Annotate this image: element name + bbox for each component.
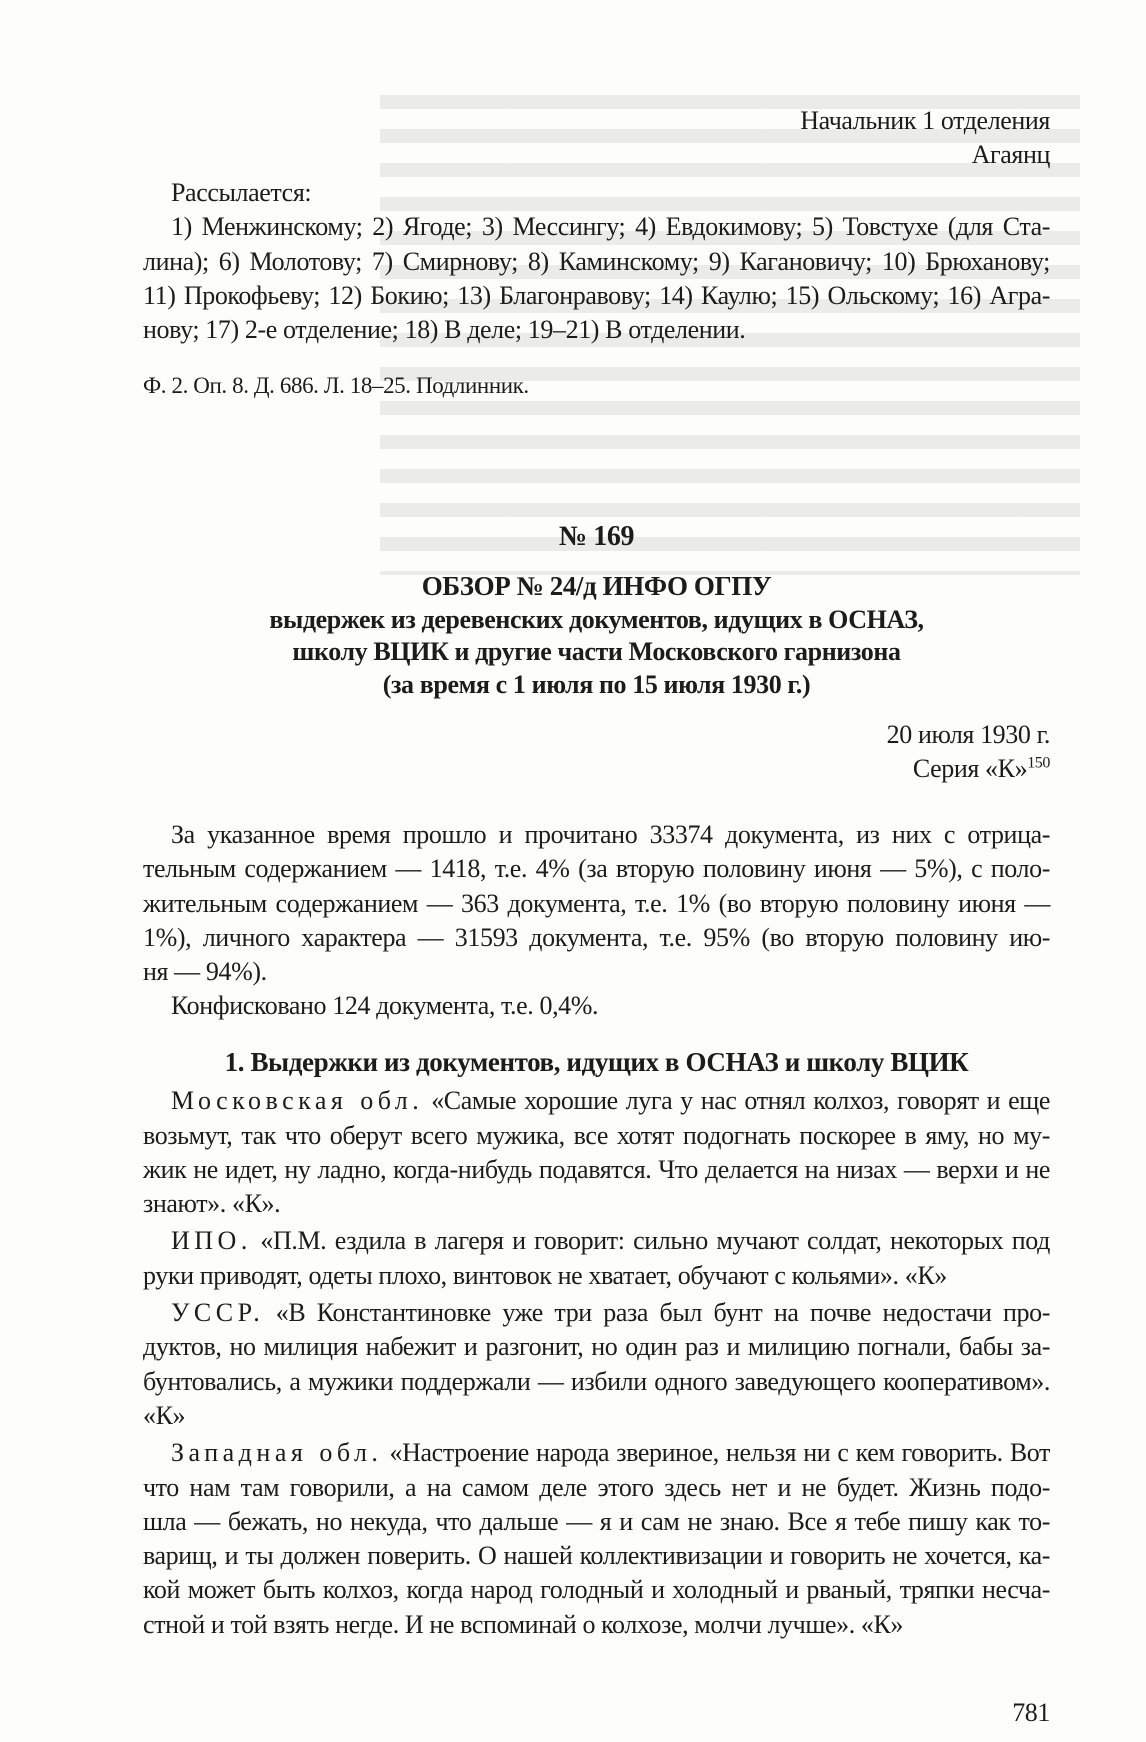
signature-block (143, 104, 1050, 173)
intro-line: ня — 94%). (143, 957, 267, 987)
entry-western (143, 1436, 1050, 1642)
region-label: Московская обл. (171, 1086, 424, 1116)
region-label: ИПО. (171, 1226, 252, 1256)
region-label: Западная обл. (171, 1438, 383, 1468)
entry-line: руки приводят, одеты плохо, винтовок не хватает, обучают с кольями». «К» (143, 1260, 947, 1290)
document-subtitle: (за время с 1 июля по 15 июля 1930 г.) (382, 669, 811, 699)
section-1 (143, 1045, 1050, 1642)
entry-line: шла — бежать, но некуда, что дальше — я и сам не знаю. Все я тебе пишу как то- (143, 1506, 1050, 1536)
entry-line: бунтовались, а мужики поддержали — избили одного заведующего кооперативом». (143, 1366, 1050, 1396)
archive-ref-text: Ф. 2. Оп. 8. Д. 686. Л. 18–25. Подлинник. (143, 373, 529, 398)
distribution-line: нову; 17) 2-е отделение; 18) В деле; 19–21) В отделении. (143, 315, 746, 345)
entry-first-line (143, 1296, 1050, 1330)
intro-paragraph (143, 818, 1050, 1024)
document-date-block (143, 718, 1050, 787)
page-number: 781 (1012, 1698, 1050, 1727)
distribution-line: 11) Прокофьеву; 12) Бокию; 13) Благонравову; 14) Каулю; 15) Ольскому; 16) Агра- (143, 280, 1050, 310)
entry-line: варищ, и ты должен поверить. О нашей коллективизации и говорить не хочется, ка- (143, 1541, 1050, 1571)
entry-text: «Настроение народа звериное, нельзя ни с кем говорить. Вот (382, 1438, 1051, 1468)
entry-line: «К» (143, 1400, 186, 1430)
distribution-line: 1) Менжинскому; 2) Ягоде; 3) Мессингу; 4) Евдокимову; 5) Товстухе (для Ста- (171, 212, 1050, 242)
signature-name: Агаянц (971, 140, 1050, 170)
entry-text: «В Константиновке уже три раза был бунт на почве недостачи про- (264, 1298, 1050, 1328)
document-subtitle: школу ВЦИК и другие части Московского гарнизона (292, 637, 901, 667)
document-series (143, 752, 1050, 786)
archive-reference (143, 369, 1050, 403)
entry-first-line (143, 1224, 1050, 1258)
intro-line: За указанное время прошло и прочитано 33374 документа, из них с отрица- (171, 820, 1050, 849)
signature-title: Начальник 1 отделения (800, 106, 1050, 135)
intro-line: 1%), личного характера — 31593 документа, т.е. 95% (во вторую половину ию- (143, 922, 1050, 952)
confiscated-line: Конфисковано 124 документа, т.е. 0,4%. (171, 991, 599, 1021)
entry-line: стной и той взять негде. И не вспоминай о колхозе, молчи лучше». «К» (143, 1609, 904, 1639)
entry-line: жик не идет, ну ладно, когда-нибудь подавятся. Что делается на низах — верхи и не (143, 1154, 1050, 1184)
document-header (143, 520, 1050, 701)
page-footer (143, 1696, 1050, 1730)
entry-first-line (143, 1436, 1050, 1470)
document-date: 20 июля 1930 г. (886, 720, 1050, 749)
series-text: Серия «К» (912, 754, 1028, 784)
document-number: № 169 (558, 521, 635, 552)
entry-first-line (143, 1084, 1050, 1118)
intro-line: тельным содержанием — 1418, т.е. 4% (за вторую половину июня — 5%), с поло- (143, 854, 1050, 884)
document-title: ОБЗОР № 24/д ИНФО ОГПУ (421, 571, 772, 602)
entry-line: что нам там говорили, а на самом деле этого здесь нет и не будет. Жизнь подо- (143, 1472, 1050, 1502)
section-heading: 1. Выдержки из документов, идущих в ОСНАЗ и школу ВЦИК (224, 1047, 969, 1077)
entry-line: знают». «К». (143, 1189, 281, 1219)
entry-text: «П.М. ездила в лагеря и говорит: сильно мучают солдат, некоторых под (251, 1226, 1050, 1256)
distribution-block (143, 176, 1050, 347)
entry-line: кой может быть колхоз, когда народ голодный и холодный и рваный, тряпки несча- (143, 1575, 1050, 1605)
footnote-ref[interactable]: 150 (1027, 754, 1050, 772)
distribution-line: лина); 6) Молотову; 7) Смирнову; 8) Каминскому; 9) Кагановичу; 10) Брюханову; (143, 246, 1050, 276)
document-subtitle: выдержек из деревенских документов, идущих в ОСНАЗ, (269, 604, 924, 634)
entry-moscow (143, 1084, 1050, 1221)
distribution-label: Рассылается: (171, 178, 312, 207)
entry-ipo (143, 1224, 1050, 1293)
entry-text: «Самые хорошие луга у нас отнял колхоз, говорят и еще (423, 1086, 1050, 1116)
entry-line: дуктов, но милиция набежит и разгонит, но один раз и милицию погнали, бабы за- (143, 1332, 1050, 1362)
region-label: УССР. (171, 1298, 265, 1328)
entry-line: возьмут, так что оберут всего мужика, все хотят подогнать поскорее в яму, но му- (143, 1120, 1050, 1150)
intro-line: жительным содержанием — 363 документа, т.е. 1% (во вторую половину июня — (143, 888, 1050, 918)
entry-ussr (143, 1296, 1050, 1433)
